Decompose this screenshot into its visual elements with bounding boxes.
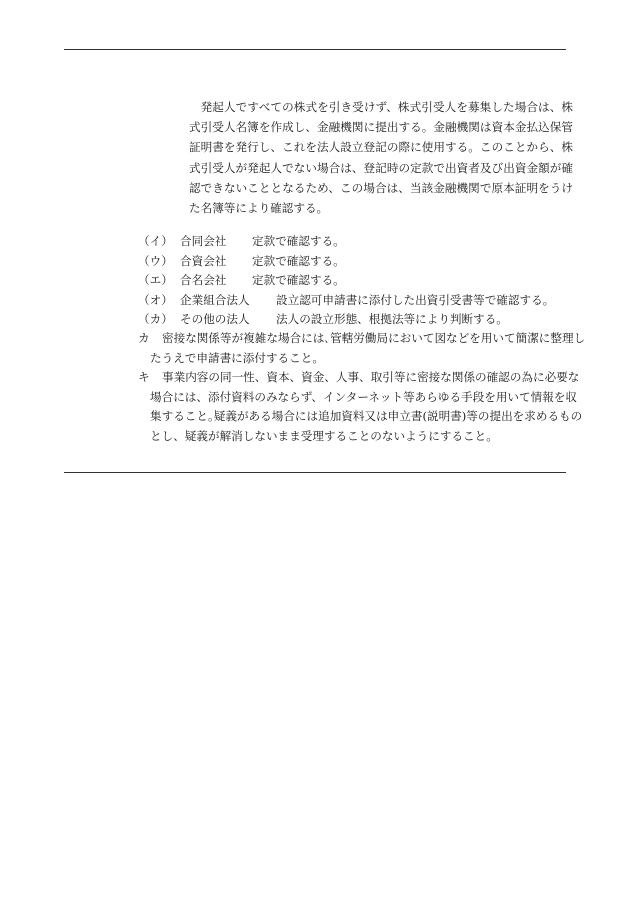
body-paragraph: 発起人ですべての株式を引き受けず、株式引受人を募集した場合は、株式引受人名簿を作成し、金融機関に提出する。金融機関は資本金払込保管証明書を発行し、これを法人設立登記の際に使用する。このことから、株式引受人が発起人でない場合は、登記時の定款で出資者及び出資金額が確認できないこととなるため、この場合は、当該金融機関で原本証明をうけた名簿等により確認する。 <box>189 100 573 216</box>
item-description: 法人の設立形態、根拠法等により判断する。 <box>276 312 508 327</box>
item-name: 合名会社 <box>180 273 227 288</box>
item-name: 合同会社 <box>180 234 227 248</box>
entity-list <box>138 232 578 330</box>
bottom-rule <box>64 472 566 473</box>
item-ki <box>138 368 586 446</box>
item-ka-marker: カ <box>138 331 150 345</box>
item-description: 定款で確認する。 <box>252 253 345 268</box>
item-marker: （イ） <box>138 234 173 248</box>
item-marker: （ウ） <box>138 253 173 268</box>
item-ki-text: 事業内容の同一性、資本、資金、人事、取引等に密接な関係の確認の為に必要な場合には、添付資料のみならず、インターネット等あらゆる手段を用いて情報を収集すること｡疑義がある場合には追加資料又は申立書(説明書)等の提出を求めるものとし、疑義が解消しないまま受理することのないようにすること。 <box>150 370 583 443</box>
item-description: 定款で確認する。 <box>252 234 345 248</box>
list-item <box>138 291 578 311</box>
item-ki-marker: キ <box>138 370 150 384</box>
top-rule <box>64 49 566 50</box>
list-item <box>138 310 578 330</box>
item-name: 企業組合法人 <box>180 292 250 307</box>
list-item <box>138 252 578 272</box>
item-marker: （カ） <box>138 312 173 327</box>
list-item <box>138 232 578 252</box>
item-description: 設立認可申請書に添付した出資引受書等で確認する。 <box>276 292 555 307</box>
item-ka <box>138 329 586 368</box>
item-ka-text: 密接な関係等が複雑な場合には､管轄労働局において図などを用いて簡潔に整理したうえで申請書に添付すること。 <box>150 331 586 365</box>
item-name: 合資会社 <box>180 253 227 268</box>
item-marker: （オ） <box>138 292 173 307</box>
list-item <box>138 271 578 291</box>
item-name: その他の法人 <box>180 312 250 327</box>
item-marker: （エ） <box>138 273 173 288</box>
item-description: 定款で確認する。 <box>252 273 345 288</box>
